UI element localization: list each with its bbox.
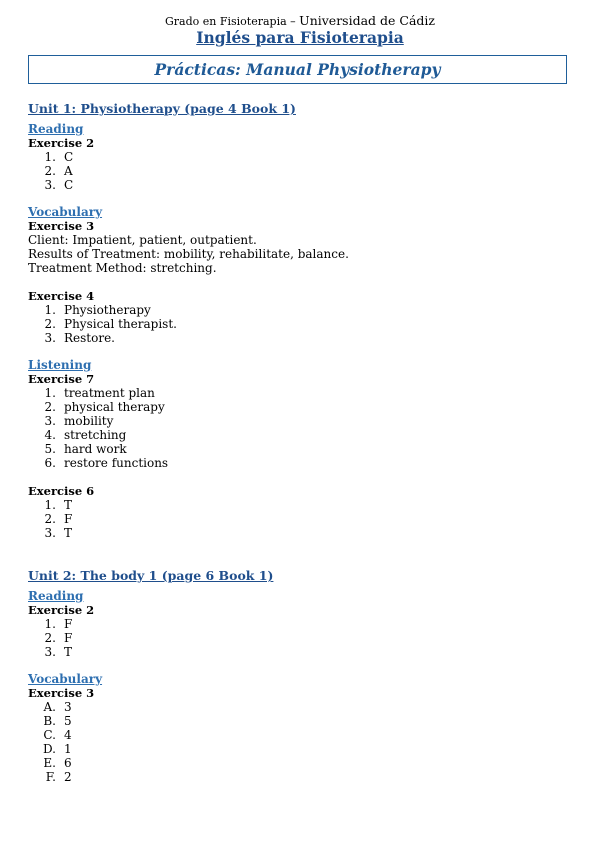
unit1-vocab-exercise3: Exercise 3 [28,219,95,233]
unit2-title: Unit 2: The body 1 (page 6 Book 1) [28,568,274,583]
unit1-reading-exercise: Exercise 2 [28,136,95,150]
list-item: D. 1 [42,742,72,756]
unit1-title: Unit 1: Physiotherapy (page 4 Book 1) [28,101,296,116]
course-title: Inglés para Fisioterapia [196,28,404,47]
header-degree-line [0,14,600,28]
list-item: 2. Physical therapist. [44,317,177,331]
list-item: 3. C [44,178,74,192]
list-item: E. 6 [43,756,72,770]
list-item: 1. C [44,150,74,164]
list-item: 2. A [44,164,73,178]
list-item: 1. treatment plan [44,386,155,400]
unit2-reading-answers [28,617,72,659]
list-item: 2. F [44,512,73,526]
unit1-listening-answers7 [28,386,168,470]
unit1-vocabulary-heading: Vocabulary [28,205,103,219]
list-item: 3. T [44,526,73,540]
list-item: A. 3 [43,700,72,714]
list-item: 4. stretching [44,428,127,442]
list-item: 1. F [44,617,73,631]
header-separator: – [290,15,296,28]
unit1-vocab-answers [28,303,177,345]
university-name: Universidad de Cádiz [299,13,435,28]
list-item: 3. Restore. [44,331,115,345]
unit2-vocab-answers [28,700,72,784]
unit1-vocab-exercise4: Exercise 4 [28,289,95,303]
unit2-vocab-exercise: Exercise 3 [28,686,95,700]
list-item: F. 2 [45,770,72,784]
unit1-listening-exercise6: Exercise 6 [28,484,95,498]
unit1-reading-answers [28,150,73,192]
degree-name: Grado en Fisioterapia [165,15,287,28]
vocab-line-method: Treatment Method: stretching. [28,261,217,275]
unit1-listening-answers6 [28,498,72,540]
practice-title-box: Prácticas: Manual Physiotherapy [28,55,567,84]
list-item: 6. restore functions [44,456,169,470]
vocab-line-client: Client: Impatient, patient, outpatient. [28,233,257,247]
list-item: 1. T [44,498,73,512]
unit2-vocabulary-heading: Vocabulary [28,672,103,686]
list-item: 5. hard work [44,442,127,456]
list-item: 2. physical therapy [44,400,165,414]
list-item: B. 5 [43,714,72,728]
unit1-reading-heading: Reading [28,122,84,136]
vocab-line-results: Results of Treatment: mobility, rehabilitate, balance. [28,247,349,261]
list-item: 3. T [44,645,73,659]
list-item: 1. Physiotherapy [44,303,151,317]
unit1-listening-exercise7: Exercise 7 [28,372,95,386]
list-item: 3. mobility [44,414,114,428]
unit2-reading-heading: Reading [28,589,84,603]
unit2-reading-exercise: Exercise 2 [28,603,95,617]
list-item: C. 4 [43,728,72,742]
list-item: 2. F [44,631,73,645]
unit1-listening-heading: Listening [28,358,92,372]
